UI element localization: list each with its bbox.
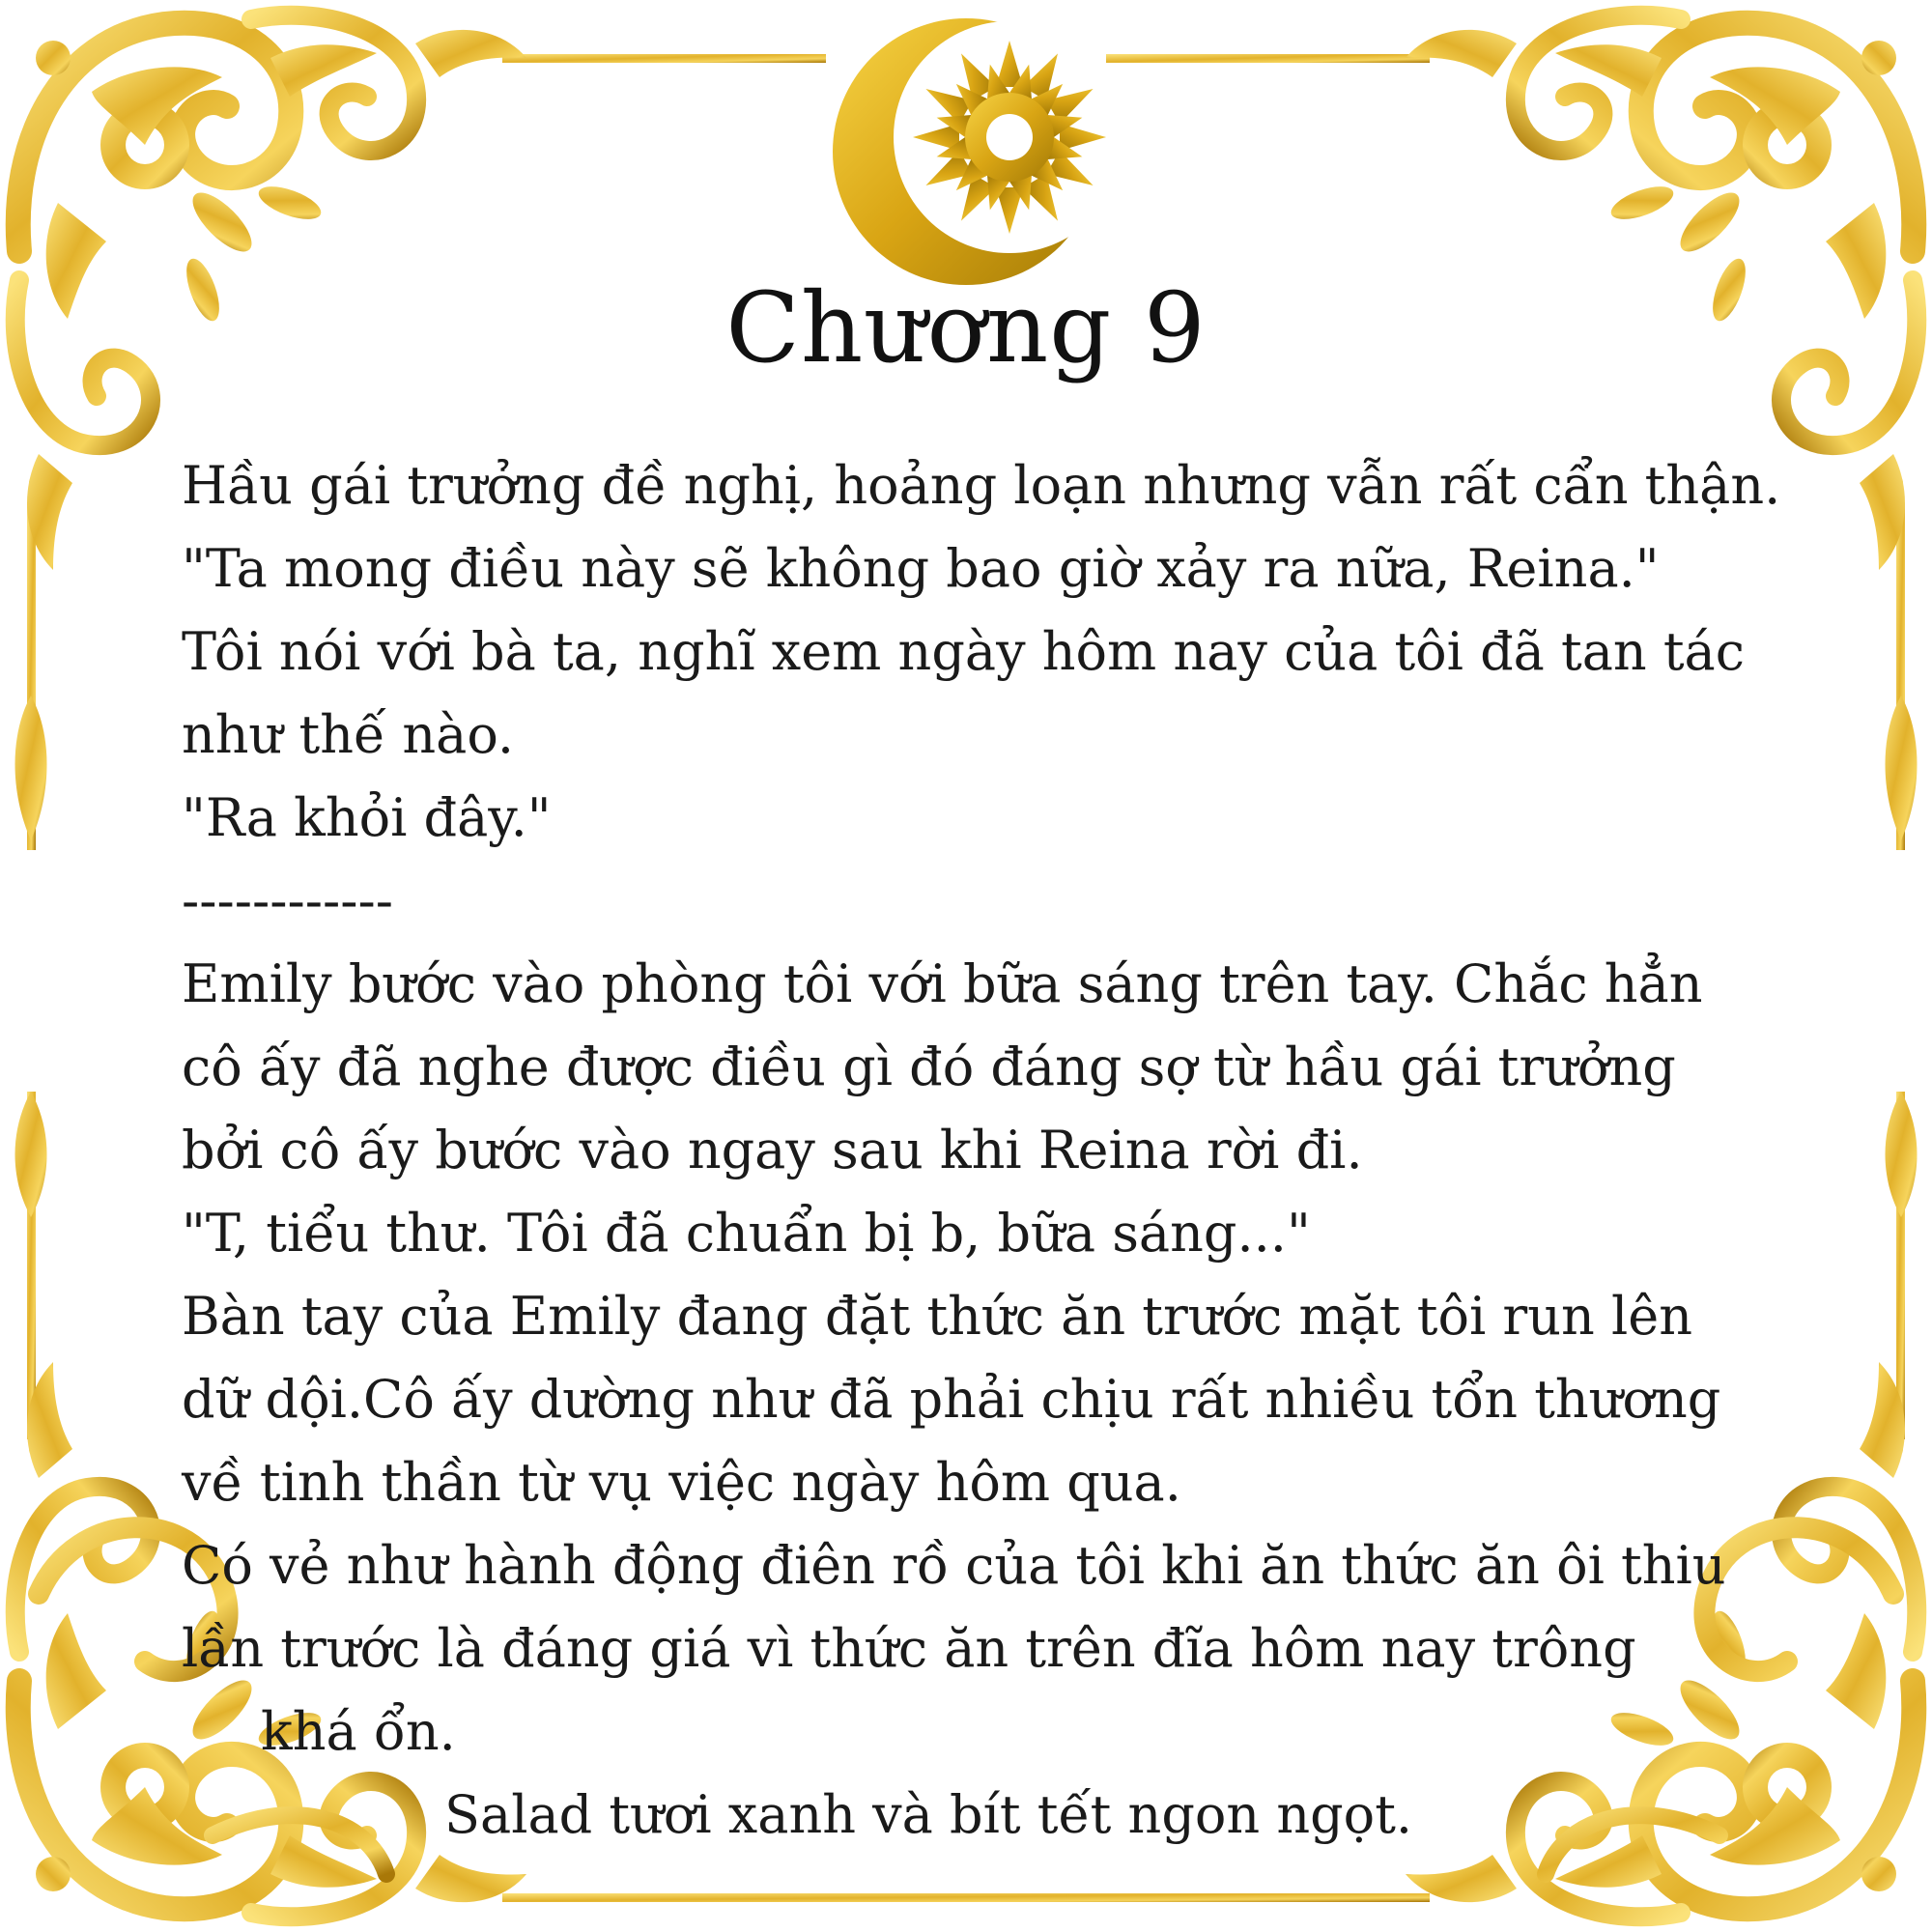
- paragraph-line: dữ dội.Cô ấy dường như đã phải chịu rất nhiều tổn thương: [182, 1369, 1721, 1430]
- paragraph-line: lần trước là đáng giá vì thức ăn trên đĩa hôm nay trông: [182, 1618, 1636, 1679]
- chapter-title: Chương 9: [725, 271, 1207, 384]
- paragraph-line: Salad tươi xanh và bít tết ngon ngọt.: [444, 1784, 1413, 1845]
- paragraph-line: về tinh thần từ vụ việc ngày hôm qua.: [182, 1452, 1181, 1513]
- paragraph-line: cô ấy đã nghe được điều gì đó đáng sợ từ hầu gái trưởng: [182, 1037, 1676, 1097]
- paragraph-line: Emily bước vào phòng tôi với bữa sáng trên tay. Chắc hẳn: [182, 953, 1703, 1014]
- paragraph-line: như thế nào.: [182, 704, 515, 765]
- paragraph-line: "T, tiểu thư. Tôi đã chuẩn bị b, bữa sáng...": [182, 1203, 1311, 1264]
- paragraph-line: Bàn tay của Emily đang đặt thức ăn trước mặt tôi run lên: [182, 1286, 1692, 1347]
- paragraph-line: khá ổn.: [261, 1701, 456, 1762]
- paragraph-line: Có vẻ như hành động điên rồ của tôi khi ăn thức ăn ôi thiu: [182, 1535, 1726, 1596]
- paragraph-line: "Ra khỏi đây.": [182, 787, 552, 848]
- paragraph-line: Hầu gái trưởng đề nghị, hoảng loạn nhưng vẫn rất cẩn thận.: [182, 455, 1781, 516]
- paragraph-line: Tôi nói với bà ta, nghĩ xem ngày hôm nay của tôi đã tan tác: [182, 621, 1745, 682]
- section-divider: ------------: [182, 870, 393, 931]
- paragraph-line: bởi cô ấy bước vào ngay sau khi Reina rời đi.: [182, 1120, 1363, 1180]
- paragraph-line: "Ta mong điều này sẽ không bao giờ xảy ra nữa, Reina.": [182, 538, 1660, 599]
